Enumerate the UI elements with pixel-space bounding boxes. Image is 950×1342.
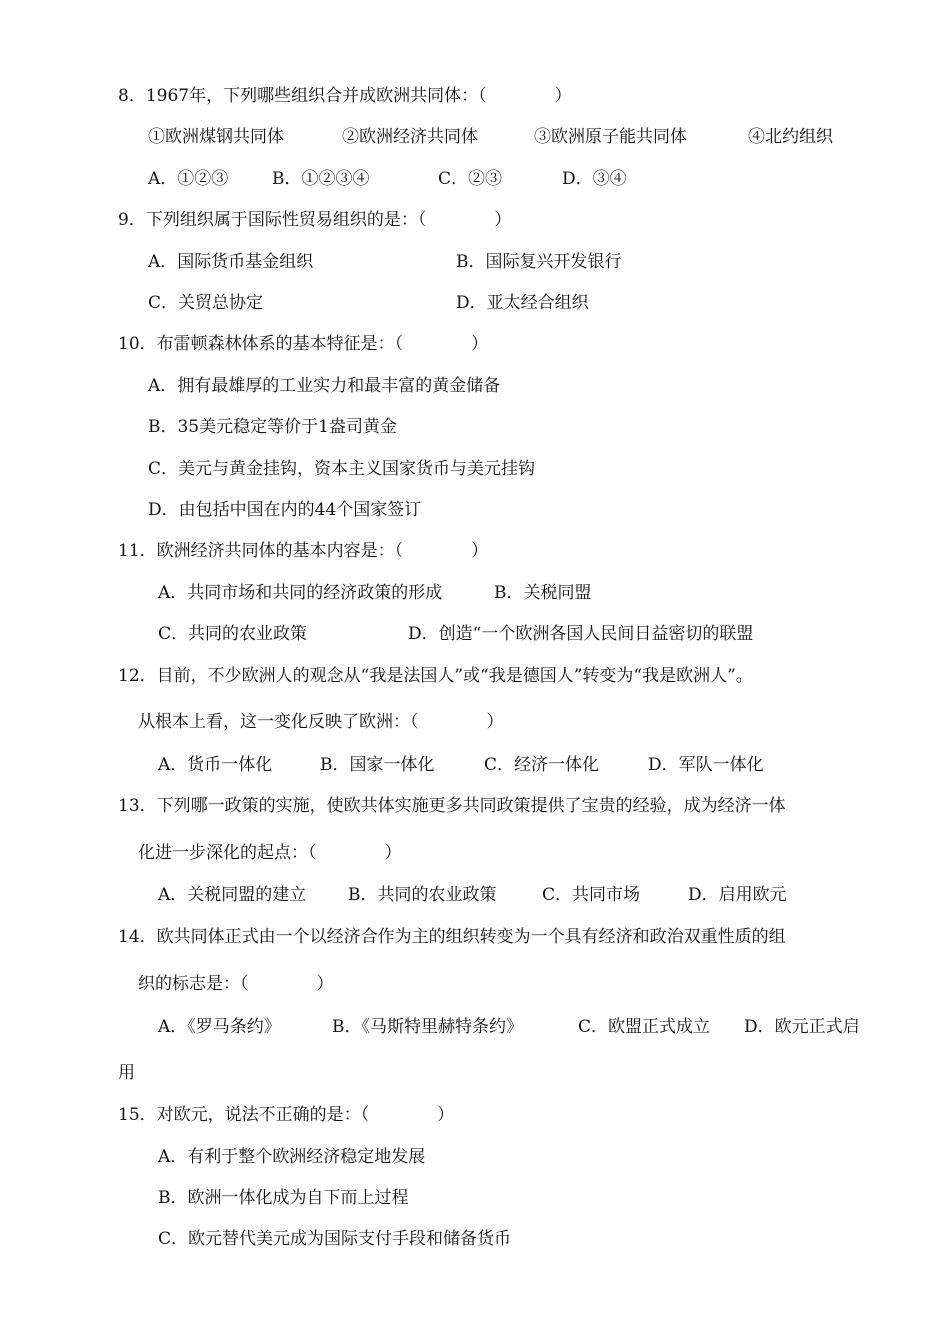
q8-option-c: C．②③ [438, 169, 503, 189]
q8-item-4: ④北约组织 [748, 127, 833, 147]
q9-option-d: D．亚太经合组织 [456, 293, 589, 313]
q11-option-d: D．创造“一个欧洲各国人民间日益密切的联盟 [408, 624, 754, 644]
q14-stem-line2: 织的标志是：（ ） [138, 974, 334, 994]
q12-option-b: B．国家一体化 [320, 755, 435, 775]
q9-option-c: C．关贸总协定 [148, 293, 264, 313]
q14-option-d-overflow: 用 [118, 1063, 135, 1083]
q14-option-a: A．《罗马条约》 [158, 1017, 281, 1037]
q10-option-c: C．美元与黄金挂钩，资本主义国家货币与美元挂钩 [148, 459, 536, 479]
q15-option-c: C．欧元替代美元成为国际支付手段和储备货币 [158, 1229, 512, 1249]
q9-option-a: A．国际货币基金组织 [148, 252, 314, 272]
q11-option-c: C．共同的农业政策 [158, 624, 308, 644]
q10-option-a: A．拥有最雄厚的工业实力和最丰富的黄金储备 [148, 376, 501, 396]
q10-option-b: B．35美元稳定等价于1盎司黄金 [148, 417, 397, 437]
q13-option-a: A．关税同盟的建立 [158, 885, 307, 905]
q13-option-b: B．共同的农业政策 [348, 885, 497, 905]
q15-option-a: A．有利于整个欧洲经济稳定地发展 [158, 1147, 426, 1167]
q15-stem: 15．对欧元，说法不正确的是：（ ） [118, 1105, 455, 1125]
q13-option-d: D．启用欧元 [688, 885, 787, 905]
q10-option-d: D．由包括中国在内的44个国家签订 [148, 500, 422, 520]
q13-stem-line2: 化进一步深化的起点：（ ） [138, 843, 402, 863]
q12-option-a: A．货币一体化 [158, 755, 273, 775]
q15-option-b: B．欧洲一体化成为自下而上过程 [158, 1188, 409, 1208]
q9-stem: 9．下列组织属于国际性贸易组织的是：（ ） [118, 210, 512, 230]
q8-option-a: A．①②③ [148, 169, 229, 189]
q14-stem-line1: 14．欧共同体正式由一个以经济合作为主的组织转变为一个具有经济和政治双重性质的组 [118, 927, 786, 947]
q12-option-c: C．经济一体化 [484, 755, 600, 775]
q11-option-a: A．共同市场和共同的经济政策的形成 [158, 583, 443, 603]
q12-option-d: D．军队一体化 [648, 755, 764, 775]
q8-item-2: ②欧洲经济共同体 [342, 127, 478, 147]
q8-option-d: D．③④ [562, 169, 627, 189]
q8-option-b: B．①②③④ [272, 169, 370, 189]
q13-option-c: C．共同市场 [542, 885, 641, 905]
q8-item-3: ③欧洲原子能共同体 [534, 127, 687, 147]
q12-stem-line1: 12．目前，不少欧洲人的观念从“我是法国人”或“我是德国人”转变为“我是欧洲人”。 [118, 666, 753, 686]
q12-stem-line2: 从根本上看，这一变化反映了欧洲：（ ） [138, 712, 504, 732]
q8-stem: 8．1967年，下列哪些组织合并成欧洲共同体：（ ） [118, 86, 572, 106]
q14-option-d: D．欧元正式启 [744, 1017, 860, 1037]
q9-option-b: B．国际复兴开发银行 [456, 252, 622, 272]
q14-option-b: B．《马斯特里赫特条约》 [332, 1017, 523, 1037]
q11-option-b: B．关税同盟 [494, 583, 592, 603]
q10-stem: 10．布雷顿森林体系的基本特征是：（ ） [118, 334, 489, 354]
q13-stem-line1: 13．下列哪一政策的实施，使欧共体实施更多共同政策提供了宝贵的经验，成为经济一体 [118, 796, 786, 816]
q14-option-c: C．欧盟正式成立 [578, 1017, 711, 1037]
q8-item-1: ①欧洲煤钢共同体 [148, 127, 284, 147]
q11-stem: 11．欧洲经济共同体的基本内容是：（ ） [118, 541, 489, 561]
